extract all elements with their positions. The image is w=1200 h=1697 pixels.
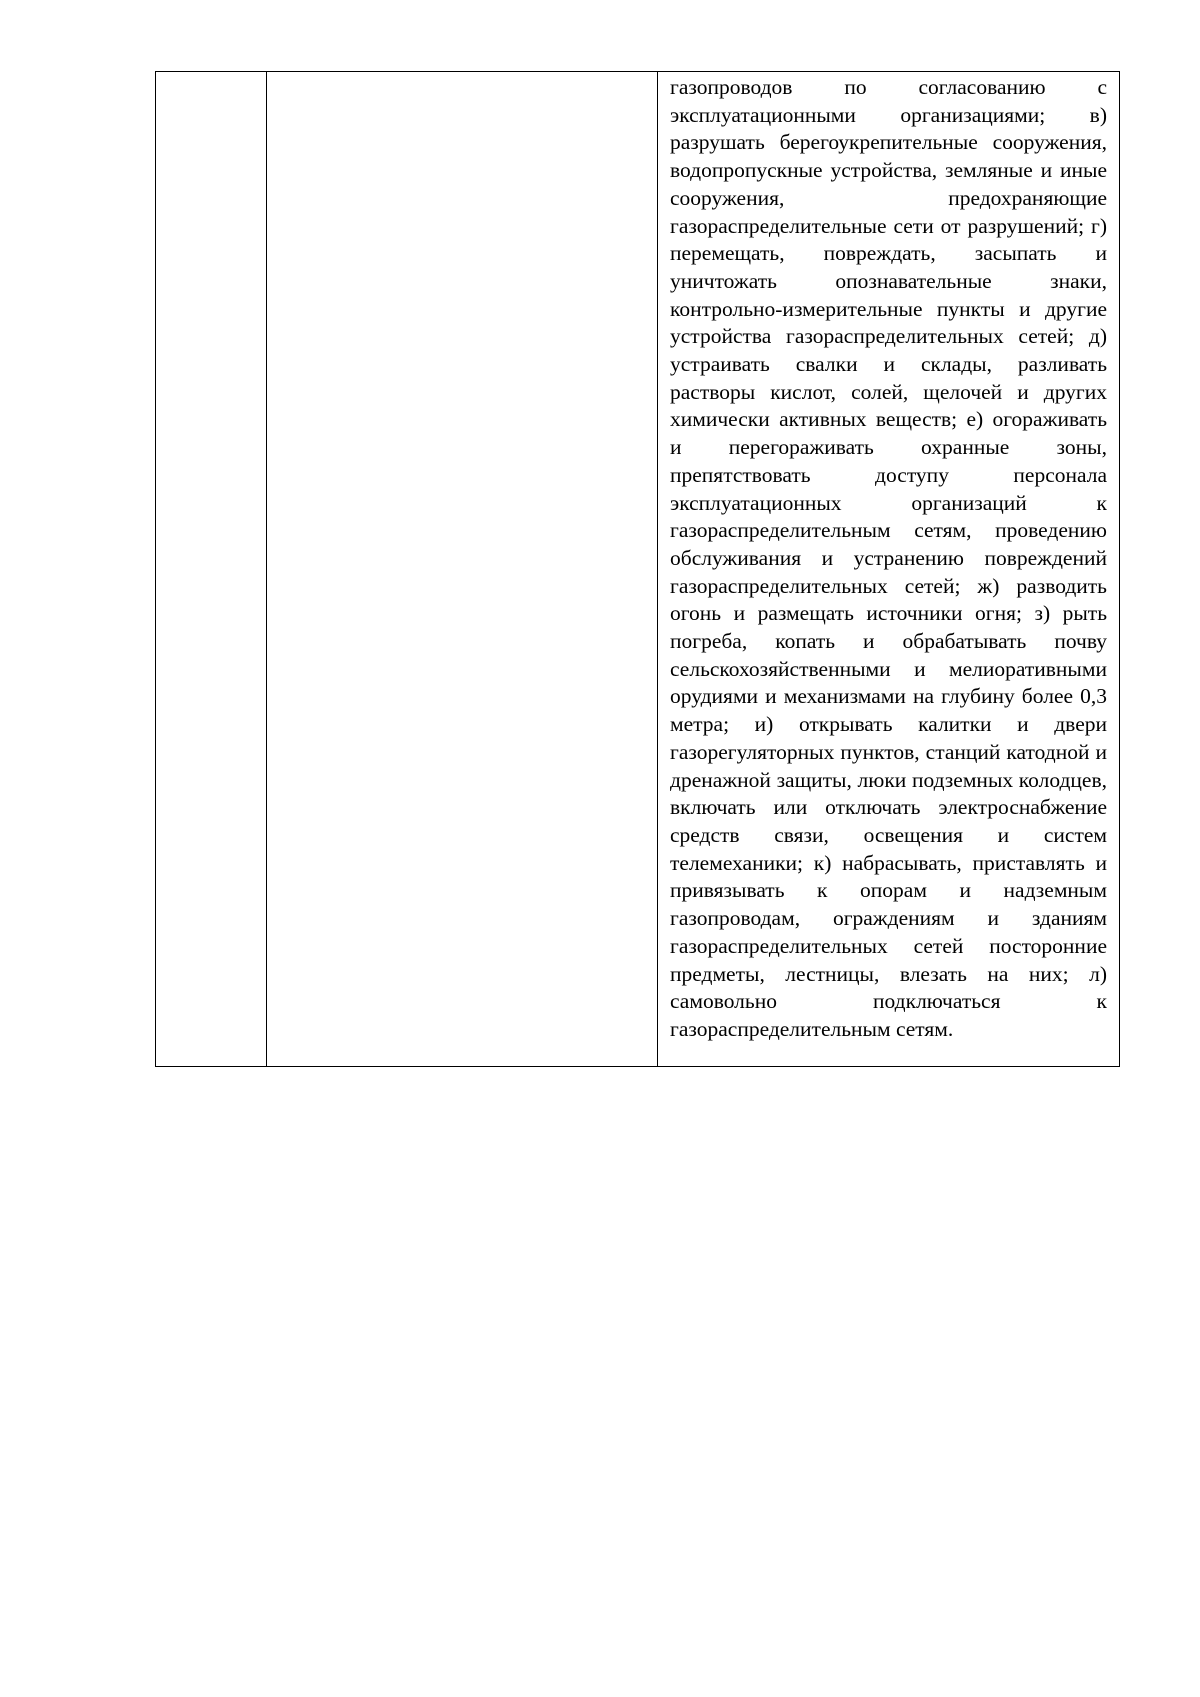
table-cell-number xyxy=(156,72,267,1067)
table-cell-name xyxy=(267,72,658,1067)
cell-text-name xyxy=(267,72,657,96)
document-table xyxy=(155,71,1120,1067)
table-row xyxy=(156,72,1120,1067)
cell-text-restrictions: газопроводов по согласованию с эксплуатационными организациями; в) разрушать берегоукрепительные сооружения, водопропускные устройства, земляные и иные сооружения, предохраняющие газораспределительные сети от разрушений; г) перемещать, повреждать, засыпать и уничтожать опознавательные знаки, контрольно-измерительные пункты и другие устройства газораспределительных сетей; д) устраивать свалки и склады, разливать растворы кислот, солей, щелочей и других химически активных веществ; е) огораживать и перегораживать охранные зоны, препятствовать доступу персонала эксплуатационных организаций к газораспределительным сетям, проведению обслуживания и устранению повреждений газораспределительных сетей; ж) разводить огонь и размещать источники огня; з) рыть погреба, копать и обрабатывать почву сельскохозяйственными и мелиоративными орудиями и механизмами на глубину более 0,3 метра; и) открывать калитки и двери газорегуляторных пунктов, станций катодной и дренажной защиты, люки подземных колодцев, включать или отключать электроснабжение средств связи, освещения и систем телемеханики; к) набрасывать, приставлять и привязывать к опорам и надземным газопроводам, ограждениям и зданиям газораспределительных сетей посторонние предметы, лестницы, влезать на них; л) самовольно подключаться к газораспределительным сетям. xyxy=(670,75,1107,1041)
table-cell-restrictions xyxy=(658,72,1120,1067)
cell-text-number xyxy=(156,72,266,96)
